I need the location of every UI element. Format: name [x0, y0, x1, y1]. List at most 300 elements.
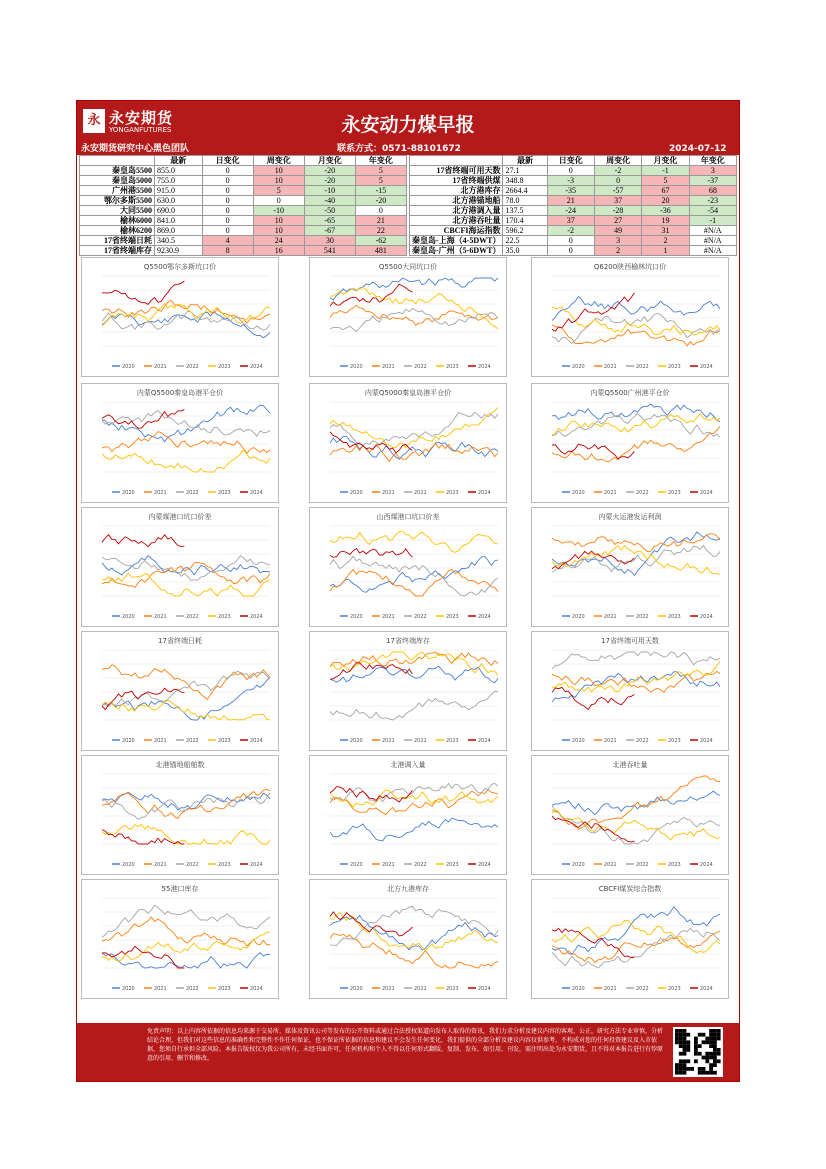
- series-line: [330, 309, 498, 332]
- table-cell: 2664.4: [503, 186, 547, 196]
- table-cell: #N/A: [689, 226, 736, 236]
- table-cell: 137.5: [503, 206, 547, 216]
- legend-label: 2024: [478, 738, 491, 744]
- legend-label: 2023: [446, 614, 459, 620]
- chart-plot: [82, 508, 278, 626]
- legend-label: 2020: [350, 364, 363, 370]
- row-label: 北方港吞吐量: [410, 216, 503, 226]
- series-line: [102, 432, 270, 454]
- legend-label: 2021: [382, 986, 395, 992]
- report-date: 2024-07-12: [669, 144, 727, 154]
- legend-label: 2022: [414, 490, 427, 496]
- chart-title: CBCFI煤炭综合指数: [598, 885, 662, 893]
- legend-label: 2023: [446, 862, 459, 868]
- table-cell: 0: [202, 226, 253, 236]
- legend-label: 2021: [604, 364, 617, 370]
- table-cell: 30: [304, 236, 355, 246]
- chart-plot: [82, 384, 278, 502]
- row-label: 广州港5500: [80, 186, 155, 196]
- legend-label: 2022: [414, 862, 427, 868]
- table-cell: 0: [253, 196, 304, 206]
- legend-label: 2021: [154, 364, 167, 370]
- table-cell: 10: [253, 166, 304, 176]
- chart-plot: [310, 508, 506, 626]
- table-row: [80, 246, 407, 256]
- table-cell: 0: [355, 206, 406, 216]
- legend-label: 2021: [604, 986, 617, 992]
- chart-panel: [309, 257, 507, 377]
- series-line: [330, 278, 498, 300]
- row-label: 秦皇岛-上海（4-5DWT）: [410, 236, 503, 246]
- row-label: 鄂尔多斯5500: [80, 196, 155, 206]
- chart-title: Q5500大同坑口价: [378, 263, 438, 271]
- table-cell: 4: [202, 236, 253, 246]
- table-cell: 5: [355, 176, 406, 186]
- legend-label: 2022: [186, 862, 199, 868]
- legend-label: 2021: [382, 490, 395, 496]
- series-line: [102, 303, 270, 325]
- table-cell: -62: [355, 236, 406, 246]
- table-cell: 37: [594, 196, 641, 206]
- table-cell: 869.0: [155, 226, 203, 236]
- series-line: [330, 934, 498, 968]
- table-cell: 9230.9: [155, 246, 203, 256]
- legend-label: 2021: [154, 738, 167, 744]
- row-label: 17省终端日耗: [80, 236, 155, 246]
- table-cell: 0: [202, 176, 253, 186]
- legend-label: 2024: [250, 738, 263, 744]
- legend-label: 2020: [122, 490, 135, 496]
- table-cell: 841.0: [155, 216, 203, 226]
- chart-panel: [309, 755, 507, 875]
- table-cell: -65: [304, 216, 355, 226]
- sub-header: [77, 143, 739, 155]
- report-header: [77, 101, 739, 143]
- table-cell: 0: [202, 196, 253, 206]
- legend-label: 2020: [122, 986, 135, 992]
- chart-title: 北港锚地船舶数: [155, 761, 205, 769]
- chart-panel: [531, 631, 729, 751]
- chart-plot: [532, 508, 728, 626]
- table-cell: #N/A: [689, 236, 736, 246]
- chart-title: Q6200陕西榆林坑口价: [593, 263, 667, 271]
- table-cell: 16: [253, 246, 304, 256]
- legend-label: 2022: [186, 490, 199, 496]
- series-line: [552, 816, 634, 842]
- legend-label: 2024: [478, 986, 491, 992]
- chart-panel: [531, 507, 729, 627]
- table-cell: #N/A: [689, 246, 736, 256]
- series-line: [330, 412, 498, 445]
- legend-label: 2023: [446, 738, 459, 744]
- series-line: [330, 556, 498, 596]
- chart-title: 山西煤港口坑口价差: [376, 513, 440, 521]
- row-label: 17省终端供煤: [410, 176, 503, 186]
- series-line: [552, 325, 720, 346]
- table-row: [80, 176, 407, 186]
- table-cell: 67: [642, 186, 689, 196]
- table-cell: 19: [642, 216, 689, 226]
- chart-title: 内蒙Q5000秦皇岛港平仓价: [364, 389, 452, 397]
- legend-label: 2020: [350, 862, 363, 868]
- series-line: [330, 284, 412, 306]
- table-row: [410, 246, 737, 256]
- series-line: [552, 545, 720, 574]
- table-cell: 0: [202, 216, 253, 226]
- legend-label: 2024: [250, 862, 263, 868]
- series-line: [102, 665, 270, 699]
- table-row: [80, 226, 407, 236]
- table-cell: 915.0: [155, 186, 203, 196]
- chart-plot: [310, 258, 506, 376]
- row-label: 北方港库存: [410, 186, 503, 196]
- row-label: 17省终端可用天数: [410, 166, 503, 176]
- chart-panel: [81, 631, 279, 751]
- legend-label: 2024: [700, 862, 713, 868]
- table-row: [410, 216, 737, 226]
- header-cell: 日变化: [202, 156, 253, 166]
- chart-plot: [310, 880, 506, 998]
- logo-cn: 永安期货: [109, 109, 174, 127]
- header-cell: 日变化: [547, 156, 594, 166]
- header-cell: 年变化: [355, 156, 406, 166]
- table-row: [410, 236, 737, 246]
- chart-title: 北港吞吐量: [612, 761, 648, 769]
- table-cell: 541: [304, 246, 355, 256]
- header-cell: 月变化: [642, 156, 689, 166]
- table-cell: 596.2: [503, 226, 547, 236]
- chart-panel: [81, 383, 279, 503]
- series-line: [102, 932, 270, 961]
- legend-label: 2021: [382, 614, 395, 620]
- series-line: [330, 666, 498, 683]
- legend-label: 2022: [186, 364, 199, 370]
- chart-panel: [81, 507, 279, 627]
- header-cell: 年变化: [689, 156, 736, 166]
- header-cell: 最新: [503, 156, 547, 166]
- legend-label: 2020: [572, 862, 585, 868]
- series-line: [552, 297, 720, 321]
- legend-label: 2020: [122, 738, 135, 744]
- legend-label: 2023: [446, 364, 459, 370]
- legend-label: 2022: [414, 614, 427, 620]
- chart-title: 北方九港库存: [387, 885, 429, 893]
- legend-label: 2024: [250, 490, 263, 496]
- table-cell: 27.1: [503, 166, 547, 176]
- legend-label: 2023: [668, 364, 681, 370]
- series-line: [552, 652, 720, 669]
- table-cell: 5: [355, 166, 406, 176]
- chart-title: 17省终端日耗: [158, 637, 202, 645]
- table-cell: 3: [594, 236, 641, 246]
- header-cell: [410, 156, 503, 166]
- table-cell: -37: [689, 176, 736, 186]
- table-cell: -50: [304, 206, 355, 216]
- chart-panel: [309, 383, 507, 503]
- chart-plot: [310, 384, 506, 502]
- table-cell: 340.5: [155, 236, 203, 246]
- table-cell: 10: [253, 216, 304, 226]
- logo-mark-icon: 永: [83, 109, 105, 133]
- legend-label: 2023: [218, 614, 231, 620]
- row-label: 17省终端库存: [80, 246, 155, 256]
- row-label: 北方港锚地船: [410, 196, 503, 206]
- table-row: [410, 186, 737, 196]
- legend-label: 2024: [250, 986, 263, 992]
- legend-label: 2020: [350, 614, 363, 620]
- legend-label: 2021: [604, 862, 617, 868]
- chart-plot: [82, 880, 278, 998]
- series-line: [330, 569, 498, 596]
- legend-label: 2024: [700, 490, 713, 496]
- table-cell: -3: [547, 176, 594, 186]
- table-cell: 10: [253, 176, 304, 186]
- table-row: [410, 226, 737, 236]
- series-line: [330, 407, 498, 447]
- table-row: [80, 166, 407, 176]
- chart-panel: [81, 879, 279, 999]
- legend-label: 2023: [218, 986, 231, 992]
- series-line: [102, 678, 270, 721]
- series-line: [552, 534, 720, 552]
- legend-label: 2022: [186, 738, 199, 744]
- table-cell: 22.5: [503, 236, 547, 246]
- series-line: [330, 818, 498, 841]
- row-label: 榆林6000: [80, 216, 155, 226]
- table-cell: 348.8: [503, 176, 547, 186]
- series-line: [552, 404, 720, 422]
- table-cell: 1: [642, 246, 689, 256]
- table-cell: -57: [594, 186, 641, 196]
- chart-panel: [309, 879, 507, 999]
- chart-title: Q5500鄂尔多斯坑口价: [143, 263, 217, 271]
- chart-plot: [532, 258, 728, 376]
- legend-label: 2024: [478, 862, 491, 868]
- legend-label: 2022: [186, 986, 199, 992]
- table-cell: 0: [202, 186, 253, 196]
- legend-label: 2023: [218, 862, 231, 868]
- qr-code-icon: [673, 1027, 723, 1077]
- table-cell: -2: [547, 226, 594, 236]
- chart-plot: [532, 756, 728, 874]
- legend-label: 2024: [478, 490, 491, 496]
- table-cell: 0: [547, 236, 594, 246]
- legend-label: 2021: [154, 614, 167, 620]
- series-line: [552, 414, 720, 436]
- chart-panel: [531, 257, 729, 377]
- series-line: [102, 535, 184, 547]
- legend-label: 2021: [154, 490, 167, 496]
- series-line: [330, 305, 498, 325]
- series-line: [552, 907, 720, 955]
- legend-label: 2021: [382, 364, 395, 370]
- legend-label: 2021: [604, 490, 617, 496]
- table-cell: 31: [642, 226, 689, 236]
- table-cell: 20: [642, 196, 689, 206]
- legend-label: 2023: [668, 862, 681, 868]
- series-line: [330, 549, 412, 558]
- report-page: [76, 100, 740, 1082]
- legend-label: 2020: [572, 614, 585, 620]
- table-cell: 630.0: [155, 196, 203, 206]
- chart-plot: [532, 384, 728, 502]
- chart-plot: [532, 632, 728, 750]
- table-header-row: [80, 156, 407, 166]
- table-cell: 0: [202, 206, 253, 216]
- price-table-right: [409, 155, 737, 256]
- contact-info: 联系方式：0571-88101672: [337, 144, 461, 154]
- legend-label: 2024: [250, 614, 263, 620]
- header-cell: 周变化: [253, 156, 304, 166]
- table-cell: -10: [253, 206, 304, 216]
- logo-en: YONGANFUTURES: [109, 126, 172, 134]
- table-cell: 24: [253, 236, 304, 246]
- chart-title: 55港口库存: [161, 885, 199, 893]
- price-table-left: [79, 155, 407, 256]
- legend-label: 2020: [350, 738, 363, 744]
- chart-plot: [532, 880, 728, 998]
- series-line: [102, 789, 270, 818]
- legend-label: 2020: [122, 364, 135, 370]
- chart-panel: [531, 383, 729, 503]
- series-line: [552, 532, 720, 575]
- table-cell: -35: [547, 186, 594, 196]
- table-row: [410, 196, 737, 206]
- legend-label: 2020: [350, 986, 363, 992]
- legend-label: 2022: [186, 614, 199, 620]
- legend-label: 2022: [636, 364, 649, 370]
- chart-plot: [82, 756, 278, 874]
- table-cell: 78.0: [503, 196, 547, 206]
- row-label: 秦皇岛-广州（5-6DWT）: [410, 246, 503, 256]
- table-cell: 49: [594, 226, 641, 236]
- legend-label: 2021: [604, 738, 617, 744]
- series-line: [102, 830, 184, 844]
- table-cell: -1: [689, 216, 736, 226]
- table-cell: 755.0: [155, 176, 203, 186]
- series-line: [552, 920, 720, 953]
- table-cell: 27: [594, 216, 641, 226]
- chart-panel: [309, 507, 507, 627]
- table-cell: -28: [594, 206, 641, 216]
- legend-label: 2022: [414, 986, 427, 992]
- legend-label: 2020: [572, 364, 585, 370]
- series-line: [330, 443, 498, 461]
- legend-label: 2023: [668, 490, 681, 496]
- table-cell: 21: [355, 216, 406, 226]
- disclaimer-text: 免责声明：以上内容所依据的信息均来源于交易所、媒体及资讯公司等发布的公开资料或通过合法授权渠道向发布人取得的资讯，我们力求分析及建议内容的客观、公正，研究方法专业审慎，分析结论合理，但我们对这些信息的准确性和完整性不作任何保证，也不保证所依据的信息和建议不会发生任何变化，我们提供的全部分析及建议内容仅供参考，不构成对您的任何投资建议及入市依据，您须自行承担全部风险。本报告版权仅为我公司所有，未经书面许可，任何机构和个人不得以任何形式翻版、复制、发布，如引用、刊发，需注明出处为永安期货，且不得对本报告进行有悖原意的引用、删节和修改。: [147, 1028, 664, 1062]
- report-title: 永安动力煤早报: [341, 114, 475, 136]
- series-line: [330, 557, 498, 593]
- chart-panel: [81, 257, 279, 377]
- legend-label: 2020: [122, 614, 135, 620]
- chart-plot: [310, 632, 506, 750]
- table-row: [80, 236, 407, 246]
- table-cell: -20: [304, 176, 355, 186]
- row-label: CBCFI海运指数: [410, 226, 503, 236]
- table-cell: -2: [594, 166, 641, 176]
- table-cell: -1: [642, 166, 689, 176]
- table-cell: 5: [642, 176, 689, 186]
- team-name: 永安期货研究中心黑色团队: [81, 144, 190, 154]
- legend-label: 2022: [636, 738, 649, 744]
- table-row: [80, 216, 407, 226]
- table-cell: 22: [355, 226, 406, 236]
- legend-label: 2023: [218, 364, 231, 370]
- table-row: [80, 196, 407, 206]
- legend-label: 2022: [636, 986, 649, 992]
- table-cell: -10: [304, 186, 355, 196]
- table-cell: -24: [547, 206, 594, 216]
- table-cell: -40: [304, 196, 355, 206]
- table-cell: 35.0: [503, 246, 547, 256]
- legend-label: 2022: [636, 614, 649, 620]
- table-cell: -20: [304, 166, 355, 176]
- chart-panel: [531, 755, 729, 875]
- table-cell: 170.4: [503, 216, 547, 226]
- series-line: [102, 450, 270, 472]
- legend-label: 2022: [636, 862, 649, 868]
- legend-label: 2023: [668, 614, 681, 620]
- table-row: [410, 206, 737, 216]
- legend-label: 2023: [446, 986, 459, 992]
- legend-label: 2024: [700, 986, 713, 992]
- row-label: 秦皇岛5500: [80, 166, 155, 176]
- table-cell: 481: [355, 246, 406, 256]
- series-line: [102, 917, 270, 946]
- table-row: [410, 176, 737, 186]
- legend-label: 2024: [478, 364, 491, 370]
- series-line: [552, 928, 720, 968]
- legend-label: 2024: [250, 364, 263, 370]
- legend-label: 2023: [668, 738, 681, 744]
- legend-label: 2020: [350, 490, 363, 496]
- table-cell: 5: [253, 186, 304, 196]
- header-cell: 最新: [155, 156, 203, 166]
- table-row: [80, 206, 407, 216]
- table-cell: -15: [355, 186, 406, 196]
- table-cell: 2: [594, 246, 641, 256]
- legend-label: 2022: [414, 364, 427, 370]
- table-cell: 0: [202, 166, 253, 176]
- legend-label: 2021: [382, 862, 395, 868]
- legend-label: 2021: [154, 862, 167, 868]
- table-cell: -36: [642, 206, 689, 216]
- table-cell: 10: [253, 226, 304, 236]
- table-cell: -54: [689, 206, 736, 216]
- legend-label: 2021: [154, 986, 167, 992]
- legend-label: 2020: [572, 490, 585, 496]
- chart-title: 17省终端可用天数: [601, 637, 659, 645]
- series-line: [552, 791, 720, 815]
- table-cell: 855.0: [155, 166, 203, 176]
- table-cell: 2: [642, 236, 689, 246]
- legend-label: 2023: [218, 738, 231, 744]
- table-cell: 37: [547, 216, 594, 226]
- series-line: [552, 806, 720, 844]
- table-cell: -20: [355, 196, 406, 206]
- header-cell: 周变化: [594, 156, 641, 166]
- header-cell: [80, 156, 155, 166]
- row-label: 北方港调入量: [410, 206, 503, 216]
- chart-panel: [81, 755, 279, 875]
- legend-label: 2020: [572, 738, 585, 744]
- chart-title: 内蒙火运港发运利润: [598, 513, 662, 521]
- table-cell: 0: [594, 176, 641, 186]
- legend-label: 2020: [122, 862, 135, 868]
- table-row: [410, 166, 737, 176]
- chart-title: 内蒙Q5500秦皇岛港平仓价: [136, 389, 224, 397]
